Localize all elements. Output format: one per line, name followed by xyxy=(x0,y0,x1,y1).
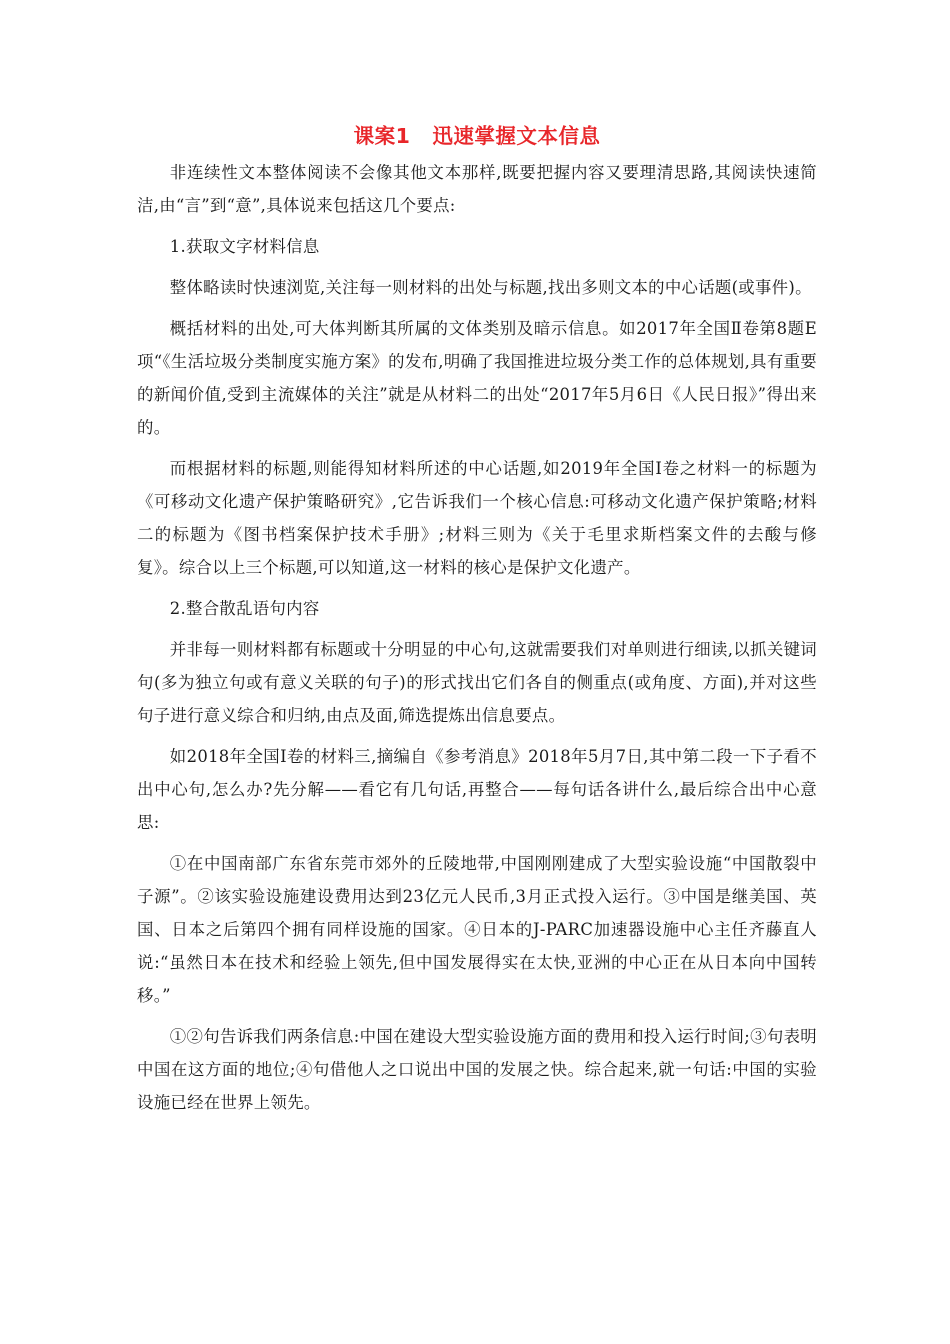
intro-paragraph: 非连续性文本整体阅读不会像其他文本那样,既要把握内容又要理清思路,其阅读快速简洁,由“言”到“意”,具体说来包括这几个要点: xyxy=(137,163,817,215)
body-paragraph: 并非每一则材料都有标题或十分明显的中心句,这就需要我们对单则进行细读,以抓关键词句(多为独立句或有意义关联的句子)的形式找出它们各自的侧重点(或角度、方面),并对这些句子进行意义综合和归纳,由点及面,筛选提炼出信息要点。 xyxy=(137,640,817,725)
title-prefix: 课案1 xyxy=(353,124,411,148)
analysis-paragraph: ①②句告诉我们两条信息:中国在建设大型实验设施方面的费用和投入运行时间;③句表明中国在这方面的地位;④句借他人之口说出中国的发展之快。综合起来,就一句话:中国的实验设施已经在世界上领先。 xyxy=(137,1027,817,1112)
body-paragraph: 而根据材料的标题,则能得知材料所述的中心话题,如2019年全国Ⅰ卷之材料一的标题为《可移动文化遗产保护策略研究》,它告诉我们一个核心信息:可移动文化遗产保护策略;材料二的标题为《图书档案保护技术手册》;材料三则为《关于毛里求斯档案文件的去酸与修复》。综合以上三个标题,可以知道,这一材料的核心是保护文化遗产。 xyxy=(137,459,817,577)
section-heading-2: 2.整合散乱语句内容 xyxy=(169,599,320,618)
section-heading-1: 1.获取文字材料信息 xyxy=(169,237,320,256)
body-paragraph: 概括材料的出处,可大体判断其所属的文体类别及暗示信息。如2017年全国Ⅱ卷第8题E项“《生活垃圾分类制度实施方案》的发布,明确了我国推进垃圾分类工作的总体规划,具有重要的新闻价值,受到主流媒体的关注”就是从材料二的出处“2017年5月6日《人民日报》”得出来的。 xyxy=(137,319,817,437)
example-paragraph: ①在中国南部广东省东莞市郊外的丘陵地带,中国刚刚建成了大型实验设施“中国散裂中子源”。②该实验设施建设费用达到23亿元人民币,3月正式投入运行。③中国是继美国、英国、日本之后第四个拥有同样设施的国家。④日本的J-PARC加速器设施中心主任齐藤直人说:“虽然日本在技术和经验上领先,但中国发展得实在太快,亚洲的中心正在从日本向中国转移。” xyxy=(137,854,817,1005)
page-title xyxy=(137,118,817,154)
body-paragraph: 整体略读时快速浏览,关注每一则材料的出处与标题,找出多则文本的中心话题(或事件)。 xyxy=(169,278,812,297)
document-body xyxy=(137,118,817,1127)
body-paragraph: 如2018年全国Ⅰ卷的材料三,摘编自《参考消息》2018年5月7日,其中第二段一下子看不出中心句,怎么办?先分解——看它有几句话,再整合——每句话各讲什么,最后综合出中心意思: xyxy=(137,747,817,832)
title-main: 迅速掌握文本信息 xyxy=(432,124,601,148)
